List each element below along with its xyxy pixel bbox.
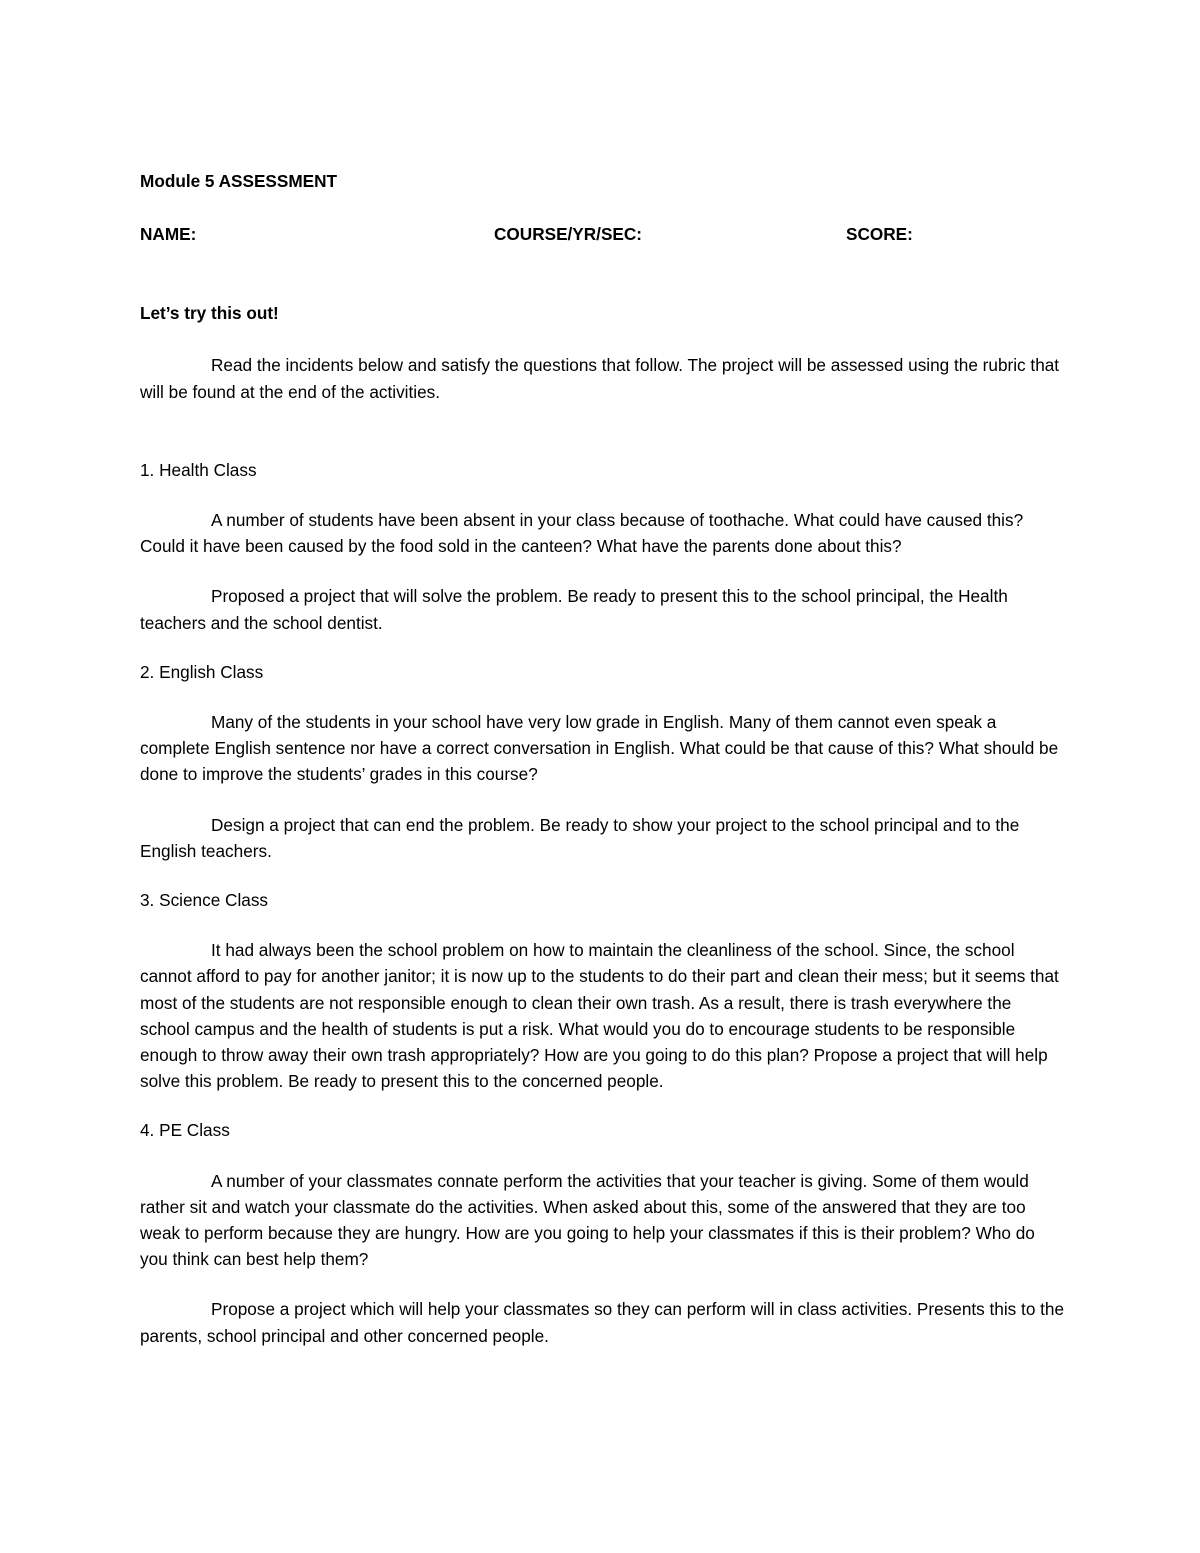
item-paragraph-science-1: It had always been the school problem on how to maintain the cleanliness of the school. Since, the school cannot afford to pay for another janitor; it is now up to the students to do their part and clean their mess; but it seems that most of the students are not responsible enough to clean their own trash. As a result, there is trash everywhere the school campus and the health of students is put a risk. What would you do to encourage students to be responsible enough to throw away their own trash appropriately? How are you going to do this plan? Propose a project that will help solve this problem. Be ready to present this to the concerned people. <box>140 940 1059 1092</box>
item-heading-health: 1. Health Class <box>140 459 257 480</box>
item-heading-english: 2. English Class <box>140 661 264 682</box>
document-body <box>140 168 1065 1349</box>
item-heading-science: 3. Science Class <box>140 890 269 911</box>
header-fields <box>140 221 1065 248</box>
item-paragraph-pe-2: Propose a project which will help your classmates so they can perform will in class activities. Presents this to the parents, school principal and other concerned people. <box>140 1299 1065 1346</box>
item-paragraph-english-1: Many of the students in your school have very low grade in English. Many of them cannot even speak a complete English sentence nor have a correct conversation in English. What could be that cause of this? What should be done to improve the students’ grades in this course? <box>140 712 1059 785</box>
item-heading-pe: 4. PE Class <box>140 1120 230 1141</box>
section-heading: Let’s try this out! <box>140 303 279 324</box>
score-field-label: SCORE: <box>846 224 913 245</box>
document-title: Module 5 ASSESSMENT <box>140 171 338 191</box>
item-paragraph-health-1: A number of students have been absent in your class because of toothache. What could have caused this? Could it have been caused by the food sold in the canteen? What have the parents done about this? <box>140 510 1024 557</box>
item-paragraph-pe-1: A number of your classmates connate perform the activities that your teacher is giving. Some of them would rather sit and watch your classmate do the activities. When asked about this, some of the answered that they are too weak to perform because they are hungry. How are you going to help your classmates if this is their problem? Who do you think can best help them? <box>140 1170 1035 1270</box>
name-field-label: NAME: <box>140 224 197 245</box>
item-paragraph-health-2: Proposed a project that will solve the problem. Be ready to present this to the school principal, the Health teachers and the school dentist. <box>140 586 1008 633</box>
intro-paragraph: Read the incidents below and satisfy the questions that follow. The project will be assessed using the rubric that will be found at the end of the activities. <box>140 355 1060 402</box>
item-paragraph-english-2: Design a project that can end the problem. Be ready to show your project to the school principal and to the English teachers. <box>140 814 1020 861</box>
course-field-label: COURSE/YR/SEC: <box>494 224 643 245</box>
